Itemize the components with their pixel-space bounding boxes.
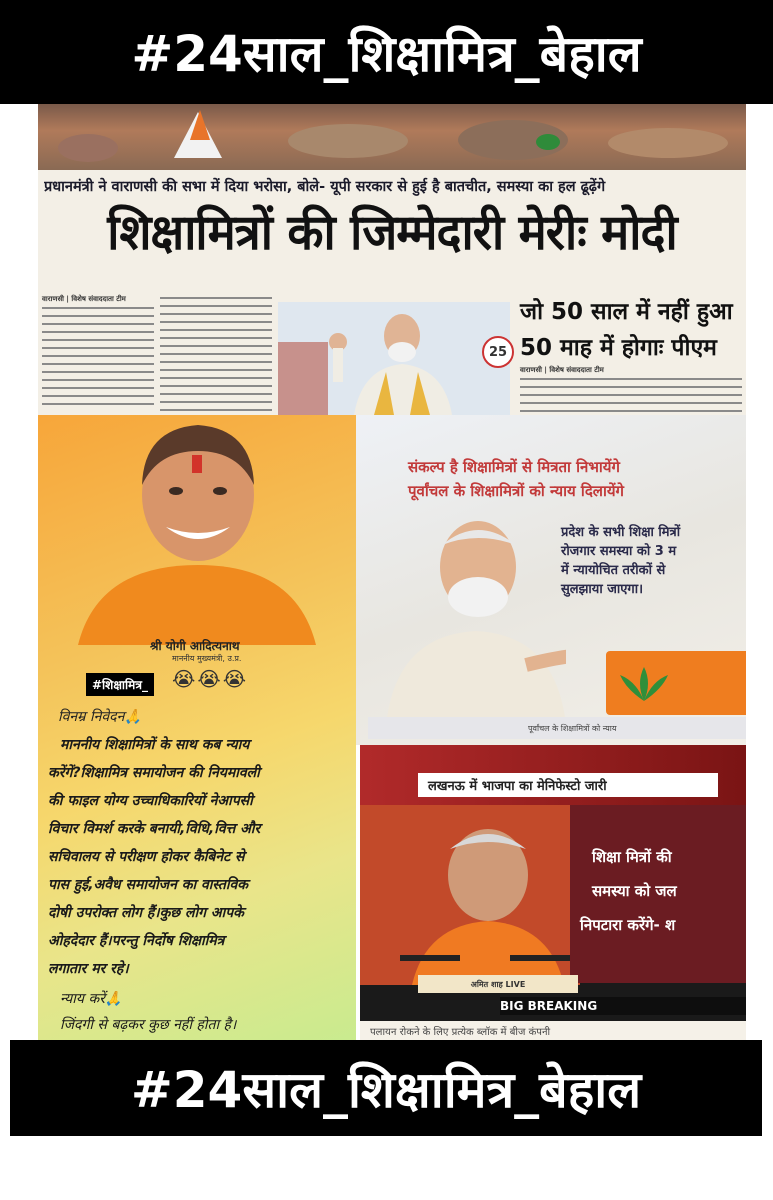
crowd-photo [38, 104, 746, 170]
newspaper-subheadline: प्रधानमंत्री ने वाराणसी की सभा में दिया भरोसा, बोले- यूपी सरकार से हुई है बातचीत, समस्या का हल ढूढ़ेंगे [44, 179, 606, 195]
amit-shah-figure [360, 805, 580, 985]
crowd-blob [288, 124, 408, 158]
yogi-appeal-panel [38, 415, 356, 1040]
modi-figure [278, 302, 510, 415]
flag-shape [190, 110, 210, 140]
newspaper-byline: वाराणसी | विशेष संवाददाता टीम [42, 295, 126, 303]
poster-headline-2: पूर्वांचल के शिक्षामित्रों को न्याय दिलायेंगे [408, 482, 624, 500]
crying-emoji-row: 😭😭😭 [172, 667, 249, 691]
modi-speech-photo [278, 302, 510, 415]
poster-footer-text: पूर्वांचल के शिक्षामित्रों को न्याय [528, 724, 617, 733]
newspaper-quote-line1: जो 50 साल में नहीं हुआ [520, 299, 733, 325]
hashtag-label: #शिक्षामित्र_ [86, 673, 154, 696]
appeal-line: लगातार मर रहे। [48, 961, 129, 977]
tv-ticker: पलायन रोकने के लिए प्रत्येक ब्लॉक में बीज कंपनी [360, 1021, 746, 1040]
appeal-line: माननीय शिक्षामित्रों के साथ कब न्याय [60, 737, 250, 753]
tv-side-line: निपटारा करेंगे- श [580, 916, 676, 934]
hashtag-banner-top: #24साल_शिक्षामित्र_बेहाल [0, 0, 773, 104]
newspaper-quote-line2: 50 माह में होगाः पीएम [520, 335, 717, 361]
appeal-line: की फाइल योग्य उच्चाधिकारियों नेआपसी [48, 793, 253, 809]
yogi-title: माननीय मुख्यमंत्री, उ.प्र. [172, 654, 242, 663]
crowd-blob [608, 128, 728, 158]
poster-headline-1: संकल्प है शिक्षामित्रों से मित्रता निभायेंगे [408, 458, 620, 476]
newspaper-column-text [160, 297, 272, 411]
newspaper-clipping [38, 170, 746, 415]
anniversary-badge: 25 [482, 336, 514, 368]
lotus-icon [614, 663, 674, 703]
poster-footer [368, 717, 746, 739]
tv-side-panel [570, 805, 746, 983]
yogi-portrait [38, 415, 356, 645]
tv-breaking-label: BIG BREAKING [500, 997, 746, 1015]
tv-live-label: अमित शाह LIVE [418, 975, 578, 993]
tv-side-line: शिक्षा मित्रों की [592, 848, 672, 866]
appeal-closing: न्याय करें🙏 [60, 991, 123, 1007]
newspaper-column-text [520, 378, 742, 412]
appeal-line: करेंगें?शिक्षामित्र समायोजन की नियमावली [48, 765, 260, 781]
tv-side-line: समस्या को जल [592, 882, 677, 900]
hashtag-banner-bottom: #24साल_शिक्षामित्र_बेहाल [10, 1040, 762, 1136]
appeal-line: पास हुई,अवैध समायोजन का वास्तविक [48, 877, 248, 893]
appeal-closing: जिंदगी से बढ़कर कुछ नहीं होता है। [60, 1017, 237, 1033]
newspaper-headline: शिक्षामित्रों की जिम्मेदारी मेरीः मोदी [107, 204, 677, 261]
appeal-line: ओहदेदार हैं।परन्तु निर्दोष शिक्षामित्र [48, 933, 225, 949]
bjp-logo-box [606, 651, 746, 715]
appeal-line: सचिवालय से परीक्षण होकर कैबिनेट से [48, 849, 245, 865]
modi-poster-figure [366, 505, 566, 725]
poster-quote-line: सुलझाया जाएगा। [561, 582, 644, 597]
yogi-name: श्री योगी आदित्यनाथ [150, 639, 240, 653]
poster-quote-line: में न्यायोचित तरीकों से [561, 563, 666, 578]
appeal-line: विचार विमर्श करके बनायी,विधि,वित्त और [48, 821, 261, 837]
poster-quote [561, 523, 746, 599]
crowd-flag-green [536, 134, 560, 150]
campaign-poster [356, 415, 746, 745]
newspaper-column-text [42, 307, 154, 411]
newspaper-byline-2: वाराणसी | विशेष संवाददाता टीम [520, 366, 604, 374]
appeal-line: दोषी उपरोक्त लोग हैं।कुछ लोग आपके [48, 905, 244, 921]
appeal-greeting: विनम्र निवेदन🙏 [58, 709, 142, 725]
crowd-blob [58, 134, 118, 162]
poster-quote-line: प्रदेश के सभी शिक्षा मित्रों [561, 525, 681, 540]
poster-quote-line: रोजगार समस्या को 3 म [561, 544, 677, 559]
tv-top-caption: लखनऊ में भाजपा का मेनिफेस्टो जारी [418, 773, 718, 797]
tv-news-screenshot [360, 745, 746, 1040]
